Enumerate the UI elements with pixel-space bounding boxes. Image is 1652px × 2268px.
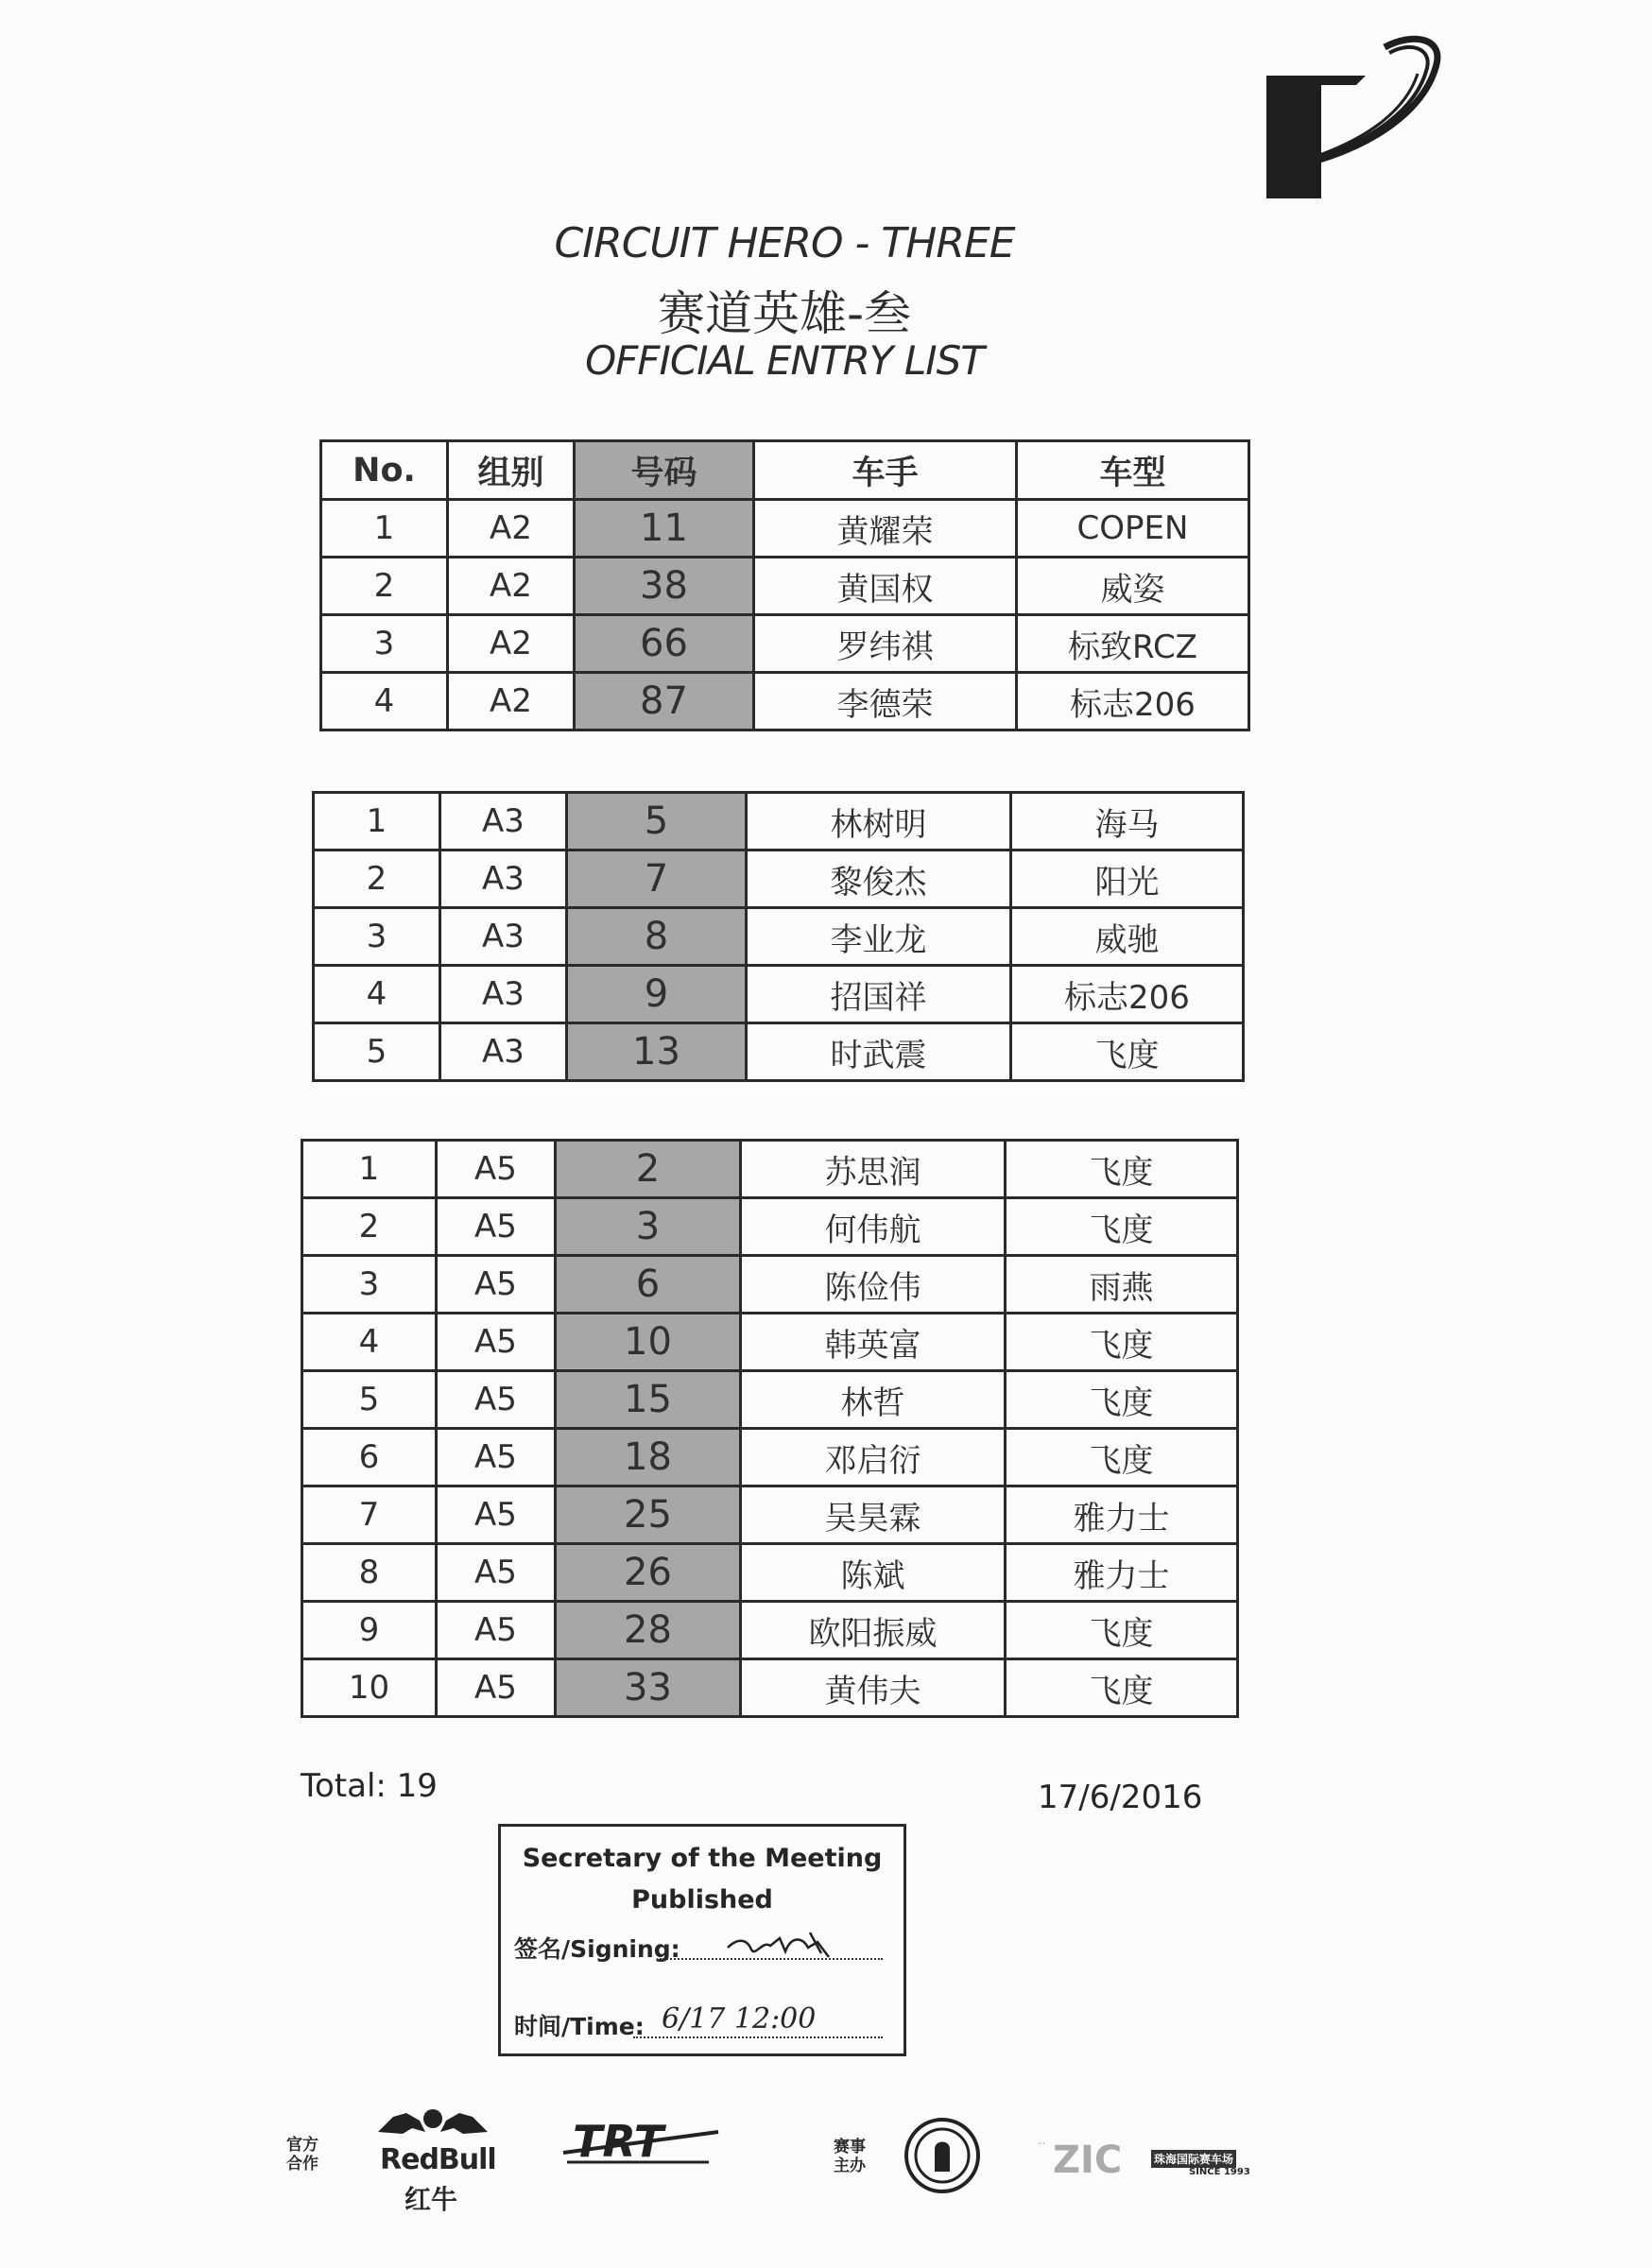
cell-driver: 招国祥 <box>747 966 1011 1023</box>
table-row <box>314 1023 1244 1081</box>
cell-no: 10 <box>302 1659 437 1717</box>
secretary-stamp-box <box>498 1824 906 2056</box>
club-emblem-icon <box>903 2117 981 2194</box>
cell-driver: 黄耀荣 <box>754 500 1017 558</box>
entry-table-a3 <box>312 791 1245 1082</box>
cell-car: 海马 <box>1011 793 1244 850</box>
signature-mark <box>723 1919 855 1967</box>
cell-no: 4 <box>302 1314 437 1371</box>
document-date: 17/6/2016 <box>1038 1778 1203 1816</box>
cell-number: 8 <box>567 908 747 966</box>
cell-driver: 罗纬祺 <box>754 615 1017 673</box>
cell-driver: 吴昊霖 <box>741 1486 1006 1544</box>
cell-group: A5 <box>437 1198 556 1256</box>
cell-driver: 何伟航 <box>741 1198 1006 1256</box>
cell-number: 2 <box>556 1141 741 1198</box>
column-header-group: 组别 <box>448 441 575 500</box>
table-row <box>321 558 1249 615</box>
zic-name: 珠海国际赛车场 <box>1151 2150 1236 2168</box>
cell-car: 威姿 <box>1017 558 1249 615</box>
table-row <box>302 1141 1238 1198</box>
column-header-car: 车型 <box>1017 441 1249 500</box>
cell-car: 飞度 <box>1006 1602 1238 1659</box>
cell-group: A2 <box>448 615 575 673</box>
cell-no: 3 <box>314 908 440 966</box>
table-row <box>314 850 1244 908</box>
table-row <box>321 615 1249 673</box>
cell-number: 33 <box>556 1659 741 1717</box>
cell-group: A5 <box>437 1371 556 1429</box>
cell-car: 雅力士 <box>1006 1486 1238 1544</box>
cell-group: A5 <box>437 1486 556 1544</box>
table-row <box>302 1486 1238 1544</box>
cell-car: 雨燕 <box>1006 1256 1238 1314</box>
cell-group: A5 <box>437 1544 556 1602</box>
column-header-number: 号码 <box>575 441 754 500</box>
cell-number: 13 <box>567 1023 747 1081</box>
cell-driver: 陈斌 <box>741 1544 1006 1602</box>
zic-since: SINCE 1993 <box>1189 2167 1250 2177</box>
cell-number: 15 <box>556 1371 741 1429</box>
svg-text:ZIC: ZIC <box>1053 2139 1123 2178</box>
entry-table-a2 <box>319 439 1250 731</box>
trt-logo-text: TRT <box>573 2116 664 2167</box>
cell-number: 6 <box>556 1256 741 1314</box>
official-partner-label: 官方合作 <box>286 2136 318 2174</box>
cell-no: 2 <box>302 1198 437 1256</box>
cell-group: A5 <box>437 1429 556 1486</box>
cell-no: 8 <box>302 1544 437 1602</box>
cell-no: 9 <box>302 1602 437 1659</box>
cell-no: 2 <box>321 558 448 615</box>
total-count: Total: 19 <box>301 1767 438 1805</box>
cell-car: 飞度 <box>1006 1429 1238 1486</box>
cell-group: A5 <box>437 1602 556 1659</box>
cell-driver: 时武震 <box>747 1023 1011 1081</box>
cell-group: A2 <box>448 673 575 730</box>
table-row <box>302 1256 1238 1314</box>
title-chinese: 赛道英雄-叁 <box>657 286 912 341</box>
column-header-no: No. <box>321 441 448 500</box>
cell-driver: 黎俊杰 <box>747 850 1011 908</box>
cell-group: A3 <box>440 850 567 908</box>
cell-number: 38 <box>575 558 754 615</box>
cell-driver: 林哲 <box>741 1371 1006 1429</box>
table-row <box>321 500 1249 558</box>
trt-logo-icon <box>558 2115 728 2172</box>
cell-no: 1 <box>321 500 448 558</box>
cell-no: 5 <box>314 1023 440 1081</box>
published-status: Published <box>631 1885 773 1915</box>
cell-no: 6 <box>302 1429 437 1486</box>
cell-driver: 韩英富 <box>741 1314 1006 1371</box>
cell-number: 3 <box>556 1198 741 1256</box>
cell-group: A3 <box>440 1023 567 1081</box>
cell-car: 飞度 <box>1011 1023 1244 1081</box>
cell-car: 标志206 <box>1017 673 1249 730</box>
cell-driver: 欧阳振威 <box>741 1602 1006 1659</box>
cell-driver: 苏思润 <box>741 1141 1006 1198</box>
cell-driver: 邓启衍 <box>741 1429 1006 1486</box>
cell-car: 雅力士 <box>1006 1544 1238 1602</box>
cell-no: 4 <box>321 673 448 730</box>
redbull-chinese-name: 红牛 <box>404 2184 458 2215</box>
cell-car: 威驰 <box>1011 908 1244 966</box>
table-row <box>302 1544 1238 1602</box>
table-row <box>302 1198 1238 1256</box>
cell-group: A2 <box>448 558 575 615</box>
cell-driver: 李德荣 <box>754 673 1017 730</box>
table-row <box>302 1314 1238 1371</box>
redbull-name: RedBull <box>380 2143 496 2176</box>
time-value: 6/17 12:00 <box>662 2002 817 2036</box>
table-header-row <box>321 441 1249 500</box>
table-row <box>314 966 1244 1023</box>
zic-logo-icon <box>1036 2131 1140 2178</box>
cell-no: 1 <box>314 793 440 850</box>
table-row <box>302 1659 1238 1717</box>
time-label: 时间/Time: <box>514 2013 645 2040</box>
cell-group: A5 <box>437 1141 556 1198</box>
cell-driver: 林树明 <box>747 793 1011 850</box>
cell-group: A5 <box>437 1256 556 1314</box>
time-line <box>633 2036 883 2038</box>
cell-no: 3 <box>302 1256 437 1314</box>
table-row <box>302 1371 1238 1429</box>
cell-number: 26 <box>556 1544 741 1602</box>
secretary-title: Secretary of the Meeting <box>522 1844 883 1873</box>
cell-no: 7 <box>302 1486 437 1544</box>
cell-group: A2 <box>448 500 575 558</box>
page-subtitle: OFFICIAL ENTRY LIST <box>585 337 984 384</box>
table-row <box>314 793 1244 850</box>
entry-table-a5 <box>301 1139 1239 1718</box>
cell-driver: 陈俭伟 <box>741 1256 1006 1314</box>
column-header-driver: 车手 <box>754 441 1017 500</box>
cell-number: 10 <box>556 1314 741 1371</box>
cell-car: COPEN <box>1017 500 1249 558</box>
cell-number: 66 <box>575 615 754 673</box>
table-row <box>321 673 1249 730</box>
cell-car: 飞度 <box>1006 1659 1238 1717</box>
cell-number: 87 <box>575 673 754 730</box>
cell-no: 2 <box>314 850 440 908</box>
cell-car: 飞度 <box>1006 1198 1238 1256</box>
cell-driver: 李业龙 <box>747 908 1011 966</box>
cell-number: 18 <box>556 1429 741 1486</box>
cell-no: 3 <box>321 615 448 673</box>
cell-group: A5 <box>437 1314 556 1371</box>
circuit-p-logo-icon <box>1243 26 1446 206</box>
cell-group: A3 <box>440 908 567 966</box>
cell-no: 4 <box>314 966 440 1023</box>
cell-car: 飞度 <box>1006 1371 1238 1429</box>
cell-number: 25 <box>556 1486 741 1544</box>
table-row <box>302 1429 1238 1486</box>
cell-group: A5 <box>437 1659 556 1717</box>
table-row <box>314 908 1244 966</box>
cell-number: 5 <box>567 793 747 850</box>
cell-car: 标志206 <box>1011 966 1244 1023</box>
svg-text:···: ··· <box>1038 2139 1045 2148</box>
cell-number: 7 <box>567 850 747 908</box>
cell-car: 标致RCZ <box>1017 615 1249 673</box>
event-host-label: 赛事主办 <box>834 2138 866 2175</box>
cell-number: 28 <box>556 1602 741 1659</box>
cell-number: 11 <box>575 500 754 558</box>
redbull-bulls-icon <box>374 2104 491 2141</box>
title-english: CIRCUIT HERO - THREE <box>554 219 1015 267</box>
cell-car: 飞度 <box>1006 1314 1238 1371</box>
cell-group: A3 <box>440 966 567 1023</box>
table-row <box>302 1602 1238 1659</box>
cell-number: 9 <box>567 966 747 1023</box>
cell-no: 1 <box>302 1141 437 1198</box>
cell-car: 飞度 <box>1006 1141 1238 1198</box>
cell-group: A3 <box>440 793 567 850</box>
cell-no: 5 <box>302 1371 437 1429</box>
cell-driver: 黄国权 <box>754 558 1017 615</box>
cell-car: 阳光 <box>1011 850 1244 908</box>
signing-label: 签名/Signing: <box>514 1935 680 1963</box>
cell-driver: 黄伟夫 <box>741 1659 1006 1717</box>
